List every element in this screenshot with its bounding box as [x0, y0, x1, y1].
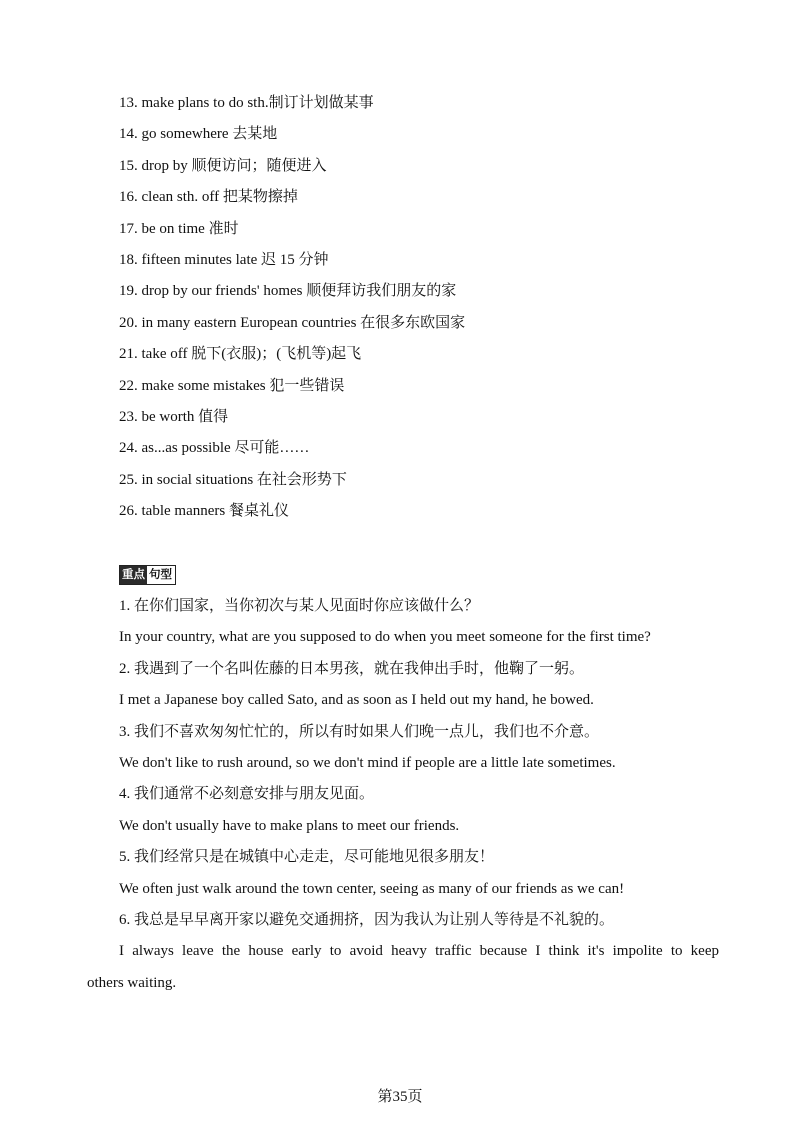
phrase-item: 13. make plans to do sth.制订计划做某事 [119, 95, 374, 111]
section-header-key-sentences [119, 565, 176, 585]
phrase-item: 20. in many eastern European countries 在很多东欧国家 [119, 314, 466, 331]
section-tag-key: 重点 [120, 566, 147, 584]
sentence-list [87, 591, 719, 999]
phrase-item: 19. drop by our friends' homes 顺便拜访我们朋友的家 [119, 283, 457, 300]
phrase-item: 21. take off 脱下(衣服)；(飞机等)起飞 [119, 346, 362, 363]
phrase-item: 15. drop by 顺便访问；随便进入 [119, 157, 327, 174]
phrase-item: 26. table manners 餐桌礼仪 [119, 503, 289, 520]
sentence-english: We don't like to rush around, so we don't mind if people are a little late sometimes. [119, 754, 616, 771]
phrase-item: 23. be worth 值得 [119, 408, 229, 425]
sentence-chinese: 4. 我们通常不必刻意安排与朋友见面。 [119, 786, 375, 803]
phrase-item: 22. make some mistakes 犯一些错误 [119, 377, 345, 394]
sentence-english: In your country, what are you supposed to do when you meet someone for the first time? [119, 629, 651, 646]
phrase-list [119, 88, 739, 527]
phrase-item: 14. go somewhere 去某地 [119, 126, 278, 143]
phrase-item: 24. as...as possible 尽可能…… [119, 440, 310, 457]
sentence-english: We don't usually have to make plans to meet our friends. [119, 817, 460, 834]
sentence-chinese: 1. 在你们国家，当你初次与某人见面时你应该做什么？ [119, 598, 480, 614]
page-number: 第35页 [377, 1089, 423, 1105]
sentence-chinese: 6. 我总是早早离开家以避免交通拥挤，因为我认为让别人等待是不礼貌的。 [119, 911, 615, 928]
sentence-english: I always leave the house early to avoid heavy traffic because I think it's impolite to keep [119, 943, 719, 960]
sentence-chinese: 5. 我们经常只是在城镇中心走走，尽可能地见很多朋友！ [119, 849, 495, 866]
sentence-english: We often just walk around the town center, seeing as many of our friends as we can! [119, 880, 625, 897]
phrase-item: 25. in social situations 在社会形势下 [119, 471, 347, 488]
sentence-chinese: 2. 我遇到了一个名叫佐藤的日本男孩，就在我伸出手时，他鞠了一躬。 [119, 660, 585, 677]
phrase-item: 18. fifteen minutes late 迟 15 分钟 [119, 251, 329, 268]
phrase-item: 16. clean sth. off 把某物擦掉 [119, 189, 298, 206]
section-tag-pattern: 句型 [147, 566, 175, 584]
sentence-chinese: 3. 我们不喜欢匆匆忙忙的，所以有时如果人们晚一点儿，我们也不介意。 [119, 723, 600, 740]
sentence-english: I met a Japanese boy called Sato, and as soon as I held out my hand, he bowed. [119, 692, 594, 709]
phrase-item: 17. be on time 准时 [119, 220, 239, 237]
sentence-english-continued: others waiting. [87, 974, 177, 991]
